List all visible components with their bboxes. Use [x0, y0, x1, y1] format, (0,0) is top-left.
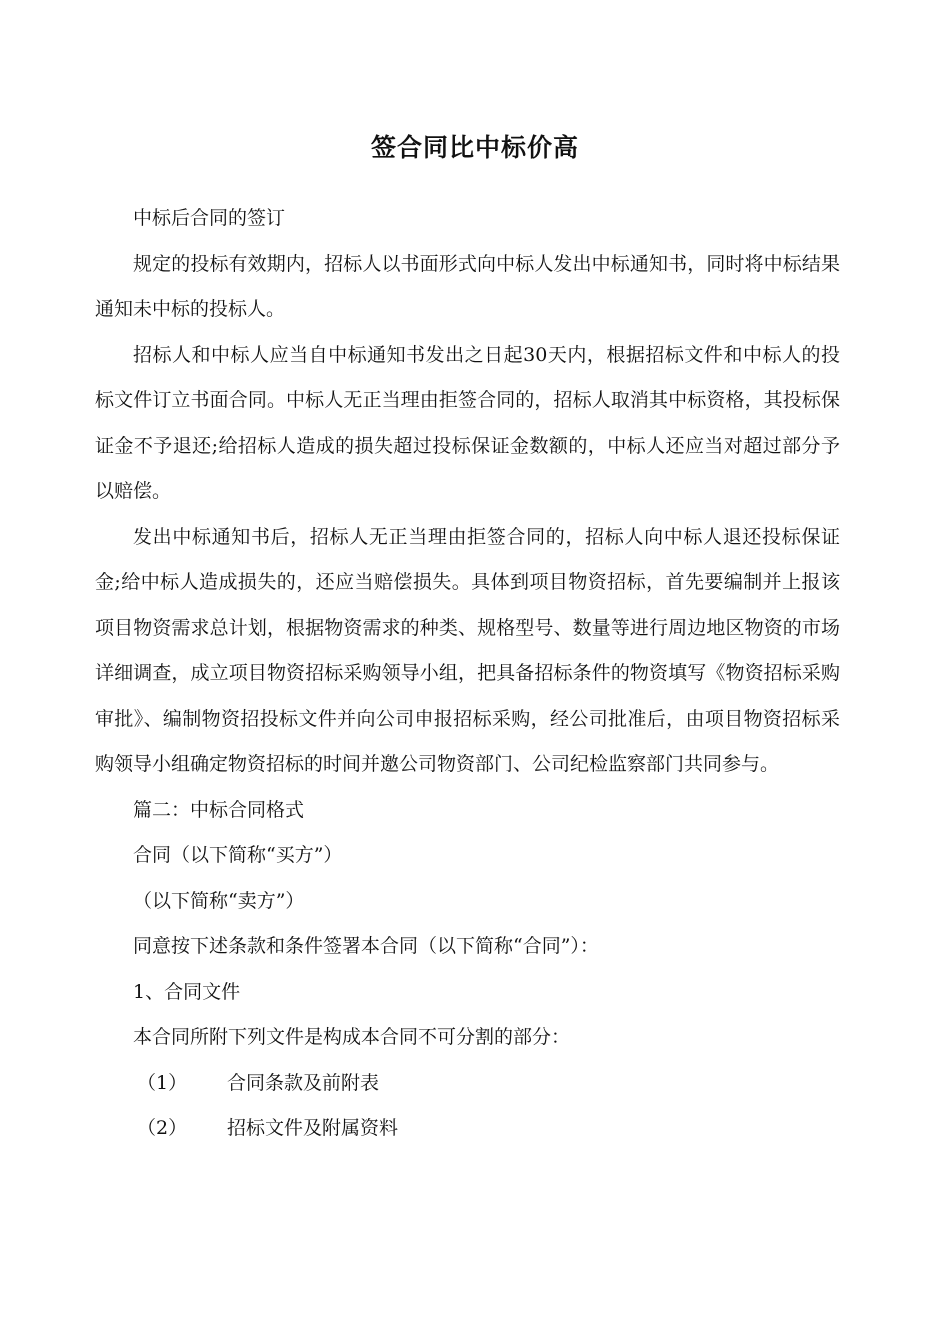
- paragraph-contract-documents-heading: 1、合同文件: [133, 980, 241, 1003]
- paragraph-contract-documents-intro: 本合同所附下列文件是构成本合同不可分割的部分：: [133, 1026, 571, 1048]
- document-title: 签合同比中标价高: [370, 133, 579, 162]
- paragraph-section-heading: 中标后合同的签订: [133, 207, 286, 229]
- list-item-text: 合同条款及前附表: [227, 1071, 380, 1094]
- paragraph-procurement: 发出中标通知书后，招标人无正当理由拒签合同的，招标人向中标人退还投标保证金;给中标人造成损失的，还应当赔偿损失。具体到项目物资招标，首先要编制并上报该项目物资需求总计划，根据物资需求的种类、规格型号、数量等进行周边地区物资的市场详细调查，成立项目物资招标采购领导小组，把具备招标条件的物资填写《物资招标采购审批》、编制物资招投标文件并向公司申报招标采购，经公司批准后，由项目物资招标采购领导小组确定物资招标的时间并邀公司物资部门、公司纪检监察部门共同参与。: [95, 525, 840, 775]
- paragraph-seller: （以下简称“卖方”）: [133, 889, 305, 912]
- paragraph-buyer: 合同（以下简称“买方”）: [133, 844, 343, 866]
- list-item-number: （2）: [137, 1117, 188, 1139]
- list-item-number: （1）: [137, 1071, 188, 1094]
- list-item: [95, 1106, 840, 1152]
- paragraph-30-days: 招标人和中标人应当自中标通知书发出之日起30天内，根据招标文件和中标人的投标文件订立书面合同。中标人无正当理由拒签合同的，招标人取消其中标资格，其投标保证金不予退还;给招标人造成的损失超过投标保证金数额的，中标人还应当对超过部分予以赔偿。: [95, 343, 840, 502]
- paragraph-part-two-heading: 篇二：中标合同格式: [133, 798, 305, 821]
- paragraph-agreement: 同意按下述条款和条件签署本合同（以下简称“合同”）：: [133, 935, 599, 957]
- list-item-text: 招标文件及附属资料: [227, 1117, 399, 1139]
- list-item: [95, 1061, 840, 1107]
- document-body: [95, 196, 840, 1152]
- paragraph-notice: 规定的投标有效期内，招标人以书面形式向中标人发出中标通知书，同时将中标结果通知未中标的投标人。: [95, 252, 840, 320]
